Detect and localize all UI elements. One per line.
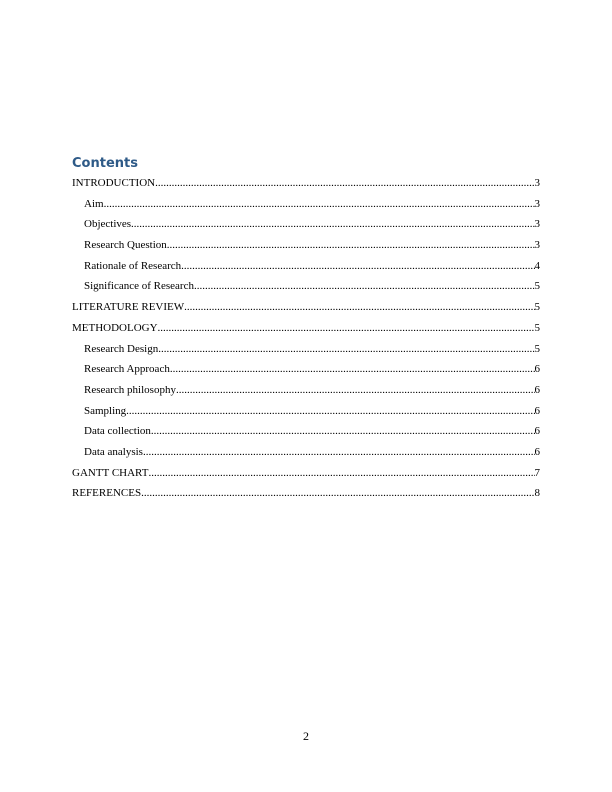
toc-entry-sampling[interactable]: [72, 404, 540, 425]
toc-entry-page: 3: [534, 177, 540, 189]
toc-entry-page: 3: [534, 218, 540, 231]
toc-entry-page: 6: [534, 445, 540, 458]
toc-entry-research-design[interactable]: [72, 342, 540, 363]
toc-entry-page: 3: [534, 239, 540, 252]
toc-entry-title: Research philosophy: [84, 383, 176, 396]
toc-entry-literature-review[interactable]: [72, 300, 540, 321]
toc-dot-leader: [194, 279, 535, 293]
toc-entry-research-philosophy[interactable]: [72, 383, 540, 404]
toc-entry-research-approach[interactable]: [72, 362, 540, 383]
toc-entry-title: INTRODUCTION: [72, 177, 156, 189]
toc-entry-title: Research Question: [84, 239, 167, 252]
toc-entry-references[interactable]: [72, 486, 540, 507]
toc-entry-aim[interactable]: [72, 197, 540, 218]
toc-entry-page: 4: [534, 259, 540, 272]
toc-entry-page: 3: [534, 197, 540, 210]
toc-entry-significance-of-research[interactable]: [72, 279, 540, 300]
toc-entry-introduction[interactable]: [72, 176, 540, 197]
toc-entry-title: Research Design: [84, 342, 159, 355]
toc-entry-page: 6: [534, 363, 540, 376]
toc-entry-title: Sampling: [84, 404, 127, 417]
toc-entry-page: 5: [534, 301, 540, 314]
toc-dot-leader: [151, 424, 535, 438]
toc-entry-title: GANTT CHART: [72, 466, 149, 479]
toc-dot-leader: [141, 486, 534, 500]
table-of-contents: [72, 176, 540, 507]
toc-entry-title: Rationale of Research: [84, 259, 182, 272]
toc-entry-page: 8: [534, 487, 540, 500]
toc-entry-page: 6: [534, 383, 540, 396]
toc-entry-research-question[interactable]: [72, 238, 540, 259]
toc-dot-leader: [104, 197, 535, 211]
toc-entry-page: 5: [534, 280, 540, 293]
toc-dot-leader: [143, 445, 535, 459]
toc-dot-leader: [148, 466, 534, 480]
toc-entry-title: Aim: [84, 197, 104, 210]
toc-entry-objectives[interactable]: [72, 217, 540, 238]
toc-dot-leader: [167, 238, 535, 252]
toc-dot-leader: [131, 217, 534, 231]
toc-dot-leader: [170, 362, 535, 376]
toc-entry-title: Objectives: [84, 218, 132, 231]
toc-entry-title: REFERENCES: [72, 487, 142, 500]
toc-dot-leader: [158, 342, 534, 356]
toc-entry-data-analysis[interactable]: [72, 445, 540, 466]
toc-entry-methodology[interactable]: [72, 321, 540, 342]
toc-heading: Contents: [72, 156, 138, 171]
toc-entry-title: LITERATURE REVIEW: [72, 301, 185, 314]
toc-entry-gantt-chart[interactable]: [72, 466, 540, 487]
toc-entry-data-collection[interactable]: [72, 424, 540, 445]
toc-entry-title: METHODOLOGY: [72, 321, 158, 334]
toc-dot-leader: [126, 404, 534, 418]
toc-dot-leader: [184, 300, 534, 314]
toc-entry-page: 6: [534, 404, 540, 417]
toc-entry-page: 5: [534, 321, 540, 334]
toc-entry-title: Data analysis: [84, 445, 143, 458]
toc-entry-page: 6: [534, 425, 540, 438]
toc-dot-leader: [181, 259, 534, 273]
toc-entry-page: 7: [534, 466, 540, 479]
toc-dot-leader: [176, 383, 535, 397]
toc-entry-title: Significance of Research: [84, 280, 194, 293]
toc-entry-title: Research Approach: [84, 363, 170, 376]
page-number: 2: [303, 729, 309, 743]
toc-dot-leader: [158, 321, 535, 335]
toc-entry-page: 5: [534, 342, 540, 355]
toc-dot-leader: [155, 176, 534, 190]
toc-entry-title: Data collection: [84, 425, 151, 438]
toc-entry-rationale-of-research[interactable]: [72, 259, 540, 280]
